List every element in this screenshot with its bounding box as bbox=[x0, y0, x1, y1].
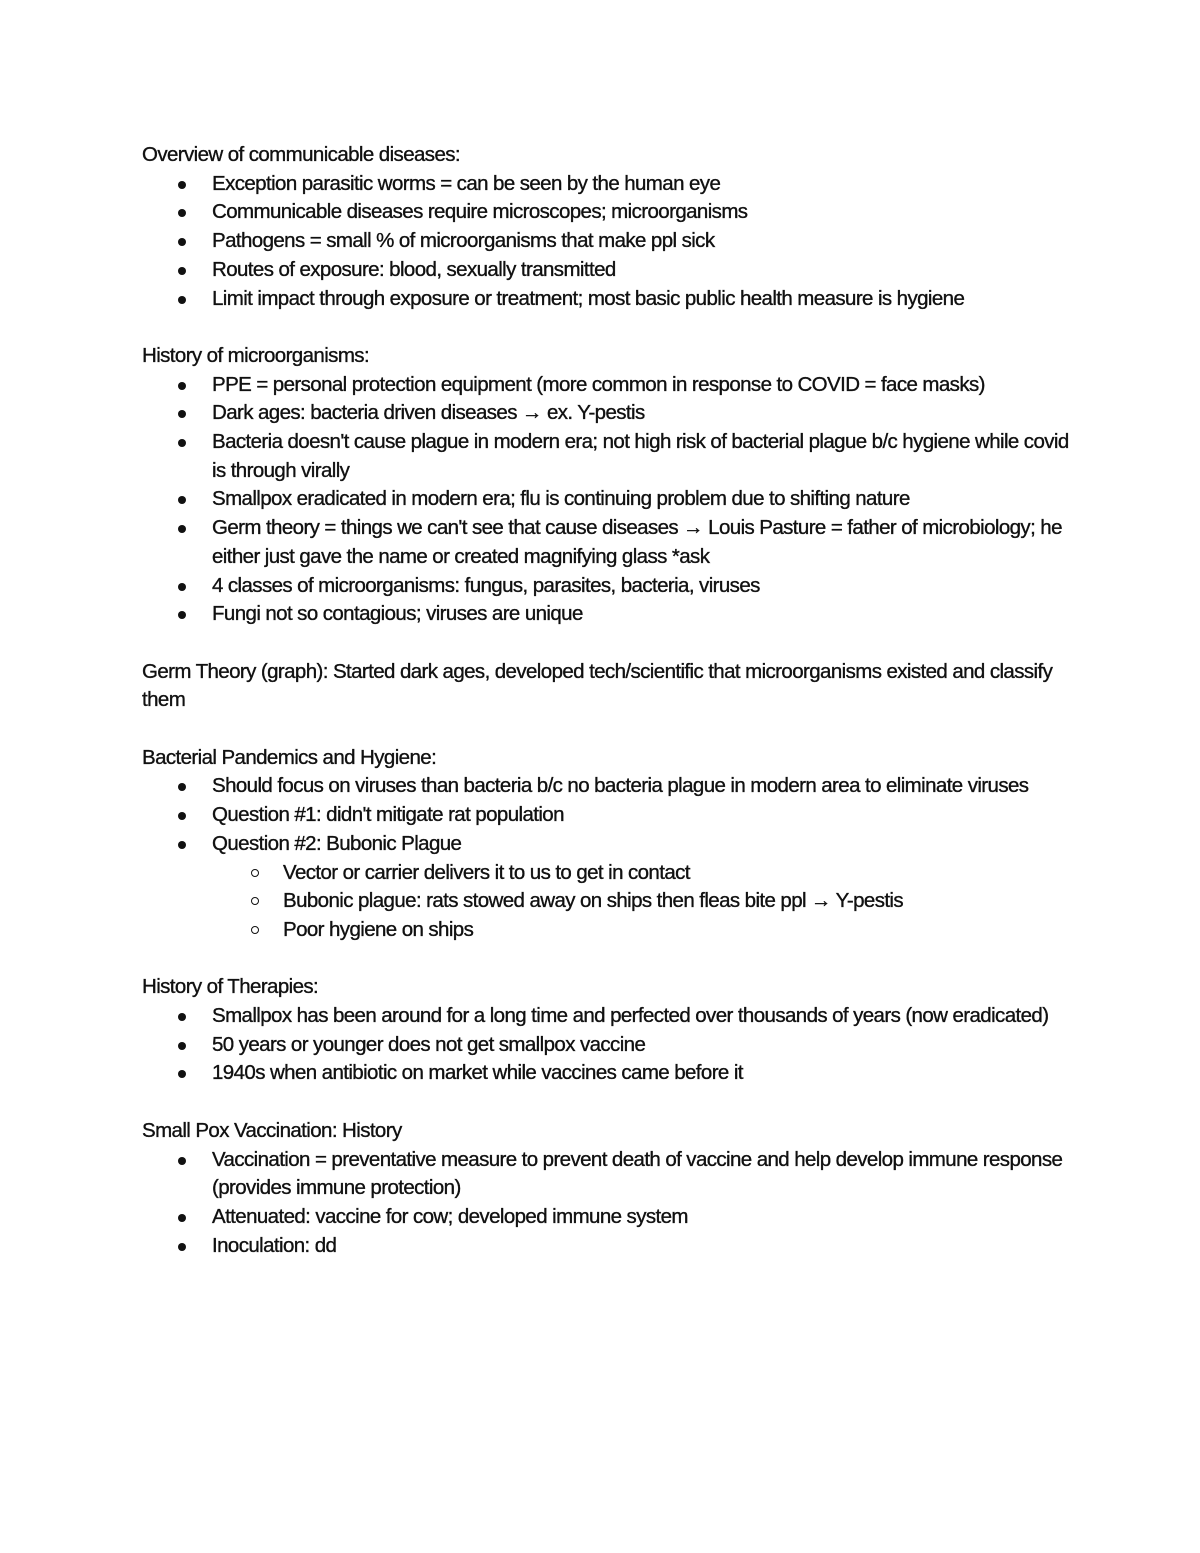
bullet-list bbox=[142, 371, 1072, 629]
section-heading: Overview of communicable diseases: bbox=[142, 143, 460, 166]
sub-list-item: Poor hygiene on ships bbox=[283, 916, 1072, 945]
bullet-icon bbox=[178, 841, 186, 849]
list-item: Should focus on viruses than bacteria b/c no bacteria plague in modern area to eliminate viruses bbox=[212, 772, 1072, 801]
sub-bullet-list bbox=[212, 859, 1072, 945]
hollow-bullet-icon bbox=[251, 897, 259, 905]
list-item: Exception parasitic worms = can be seen by the human eye bbox=[212, 170, 1072, 199]
list-item: Pathogens = small % of microorganisms that make ppl sick bbox=[212, 227, 1072, 256]
bullet-icon bbox=[178, 812, 186, 820]
bullet-icon bbox=[178, 611, 186, 619]
section-smallpox-vaccination bbox=[142, 1117, 1072, 1261]
bullet-icon bbox=[178, 267, 186, 275]
bullet-icon bbox=[178, 382, 186, 390]
section-heading: Bacterial Pandemics and Hygiene: bbox=[142, 745, 437, 769]
list-item: Question #1: didn't mitigate rat population bbox=[212, 801, 1072, 830]
list-item: Communicable diseases require microscopes; microorganisms bbox=[212, 198, 1072, 227]
list-item: 4 classes of microorganisms: fungus, parasites, bacteria, viruses bbox=[212, 572, 1072, 601]
list-item: Inoculation: dd bbox=[212, 1232, 1072, 1261]
section-germ-theory bbox=[142, 658, 1072, 715]
section-heading: History of microorganisms: bbox=[142, 343, 370, 367]
section-heading: Small Pox Vaccination: History bbox=[142, 1118, 402, 1142]
list-item: Bacteria doesn't cause plague in modern era; not high risk of bacterial plague b/c hygiene while covid is through virally bbox=[212, 428, 1072, 485]
list-item: Germ theory = things we can't see that cause diseases → Louis Pasture = father of microbiology; he either just gave the name or created magnifying glass *ask bbox=[212, 514, 1072, 571]
bullet-icon bbox=[178, 181, 186, 189]
sub-list-item: Vector or carrier delivers it to us to get in contact bbox=[283, 859, 1072, 888]
list-item: Dark ages: bacteria driven diseases → ex. Y-pestis bbox=[212, 399, 1072, 428]
bullet-icon bbox=[178, 209, 186, 217]
bullet-list bbox=[142, 772, 1072, 944]
section-history-microorganisms bbox=[142, 342, 1072, 629]
list-item: Limit impact through exposure or treatment; most basic public health measure is hygiene bbox=[212, 285, 1072, 314]
section-heading: Germ Theory (graph): Started dark ages, developed tech/scientific that microorganisms existed and classify them bbox=[142, 659, 1053, 712]
bullet-icon bbox=[178, 783, 186, 791]
list-item: Routes of exposure: blood, sexually transmitted bbox=[212, 256, 1072, 285]
bullet-icon bbox=[178, 1070, 186, 1078]
list-item: Smallpox has been around for a long time and perfected over thousands of years (now eradicated) bbox=[212, 1002, 1072, 1031]
bullet-icon bbox=[178, 439, 186, 447]
bullet-icon bbox=[178, 525, 186, 533]
section-history-therapies bbox=[142, 973, 1072, 1088]
list-item: Fungi not so contagious; viruses are unique bbox=[212, 600, 1072, 629]
hollow-bullet-icon bbox=[251, 869, 259, 877]
list-item: Question #2: Bubonic Plague Vector or carrier delivers it to us to get in contact Bubonic plague: rats stowed away on ships then fleas bite ppl → Y-pestis Poor hygiene on ships bbox=[212, 830, 1072, 945]
bullet-icon bbox=[178, 1042, 186, 1050]
bullet-icon bbox=[178, 496, 186, 504]
section-overview bbox=[142, 141, 1072, 313]
list-item: 1940s when antibiotic on market while vaccines came before it bbox=[212, 1059, 1072, 1088]
bullet-icon bbox=[178, 238, 186, 246]
bullet-list bbox=[142, 170, 1072, 314]
bullet-icon bbox=[178, 410, 186, 418]
bullet-icon bbox=[178, 1013, 186, 1021]
bullet-icon bbox=[178, 1243, 186, 1251]
sub-list-item: Bubonic plague: rats stowed away on ships then fleas bite ppl → Y-pestis bbox=[283, 887, 1072, 916]
list-item: Attenuated: vaccine for cow; developed immune system bbox=[212, 1203, 1072, 1232]
bullet-icon bbox=[178, 1214, 186, 1222]
hollow-bullet-icon bbox=[251, 926, 259, 934]
section-bacterial-pandemics bbox=[142, 744, 1072, 945]
bullet-icon bbox=[178, 583, 186, 591]
section-heading: History of Therapies: bbox=[142, 975, 319, 999]
list-item: Vaccination = preventative measure to prevent death of vaccine and help develop immune response (provides immune protection) bbox=[212, 1146, 1072, 1203]
list-item: Smallpox eradicated in modern era; flu is continuing problem due to shifting nature bbox=[212, 485, 1072, 514]
bullet-list bbox=[142, 1146, 1072, 1261]
list-item: 50 years or younger does not get smallpox vaccine bbox=[212, 1031, 1072, 1060]
bullet-list bbox=[142, 1002, 1072, 1088]
list-item: PPE = personal protection equipment (more common in response to COVID = face masks) bbox=[212, 371, 1072, 400]
bullet-icon bbox=[178, 1157, 186, 1165]
bullet-icon bbox=[178, 296, 186, 304]
document-page bbox=[142, 141, 1072, 1289]
